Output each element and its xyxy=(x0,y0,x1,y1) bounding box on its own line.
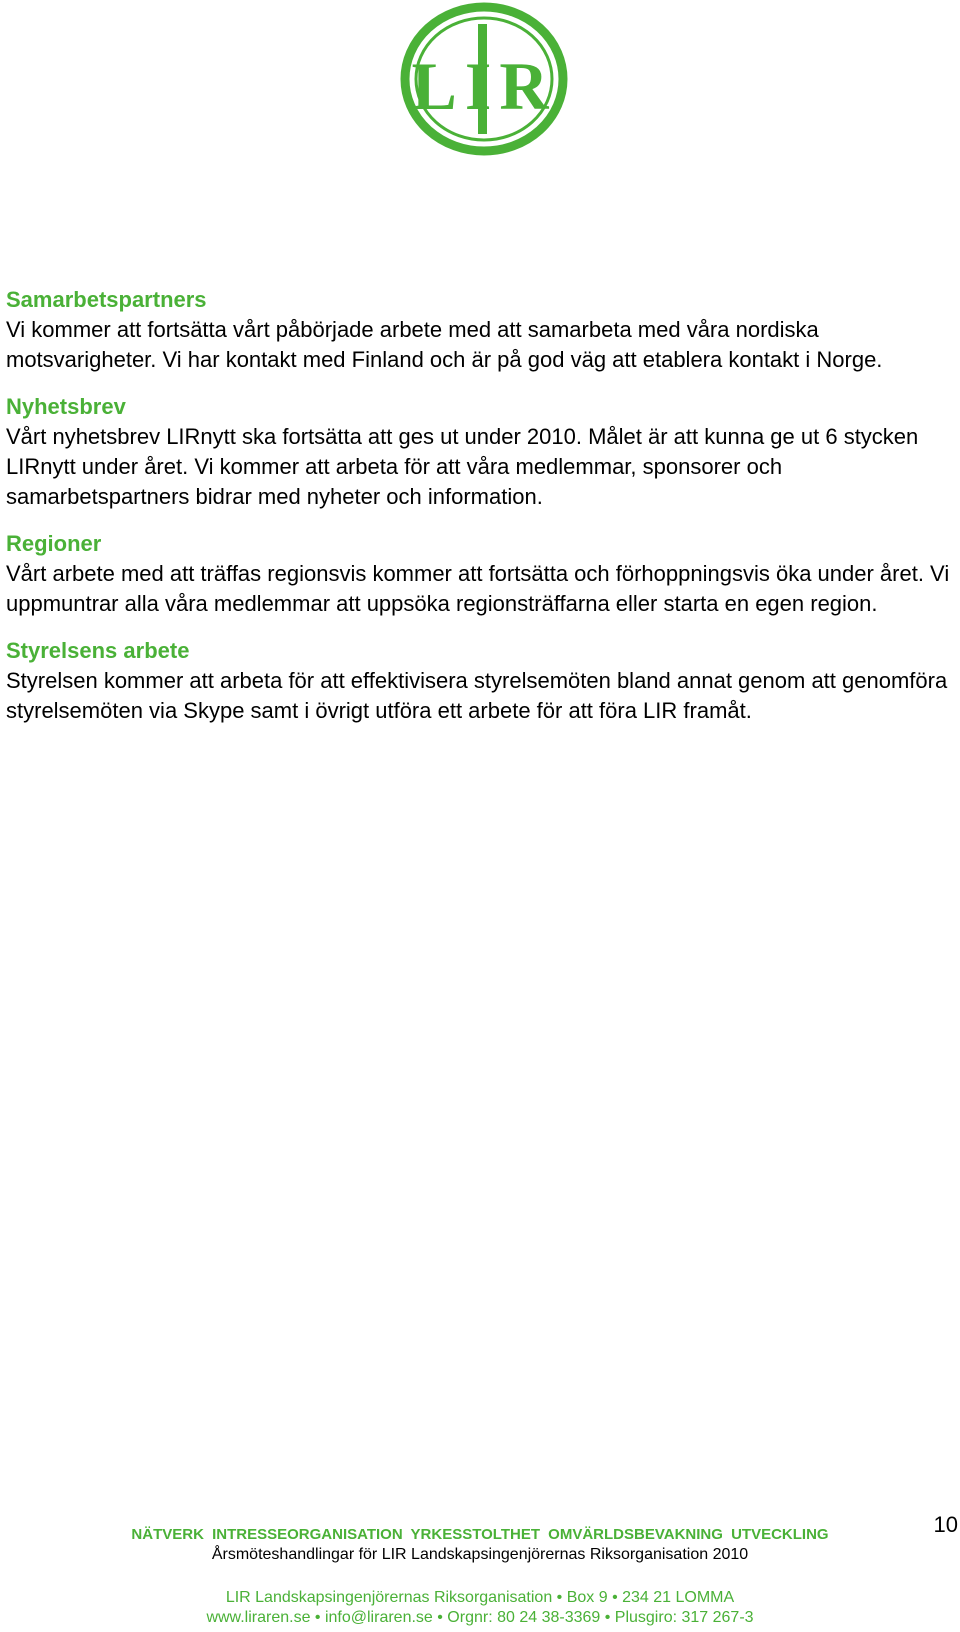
footer-address xyxy=(0,1588,960,1628)
footer-subtitle: Årsmöteshandlingar för LIR Landskapsingenjörernas Riksorganisation 2010 xyxy=(211,1546,749,1563)
page-number: 10 xyxy=(933,1512,958,1537)
section-text: Vi kommer att fortsätta vårt påbörjade arbete med att samarbeta med våra nordiska motsvarigheter. Vi har kontakt med Finland och är på god väg att etablera kontakt i Norge. xyxy=(6,317,883,372)
footer-tagline: NÄTVERK INTRESSEORGANISATION YRKESSTOLTHET OMVÄRLDSBEVAKNING UTVECKLING xyxy=(131,1526,829,1543)
footer-address-line: LIR Landskapsingenjörernas Riksorganisation • Box 9 • 234 21 LOMMA xyxy=(225,1589,735,1606)
section-text: Vårt arbete med att träffas regionsvis kommer att fortsätta och förhoppningsvis öka under året. Vi uppmuntrar alla våra medlemmar att uppsöka regionsträffarna eller starta en egen region. xyxy=(6,561,950,616)
section-heading: Samarbetspartners xyxy=(6,287,207,312)
lir-logo-text: LIR xyxy=(411,48,557,124)
section-text: Styrelsen kommer att arbeta för att effektivisera styrelsemöten bland annat genom att genomföra styrelsemöten via Skype samt i övrigt utföra ett arbete för att föra LIR framåt. xyxy=(6,668,948,723)
footer-contact-line: www.liraren.se • info@liraren.se • Orgnr: 80 24 38-3369 • Plusgiro: 317 267-3 xyxy=(206,1609,754,1626)
section-heading: Regioner xyxy=(6,531,102,556)
lir-logo-icon xyxy=(400,2,568,156)
section-regioner xyxy=(6,529,956,619)
section-samarbetspartners xyxy=(6,285,956,375)
section-heading: Styrelsens arbete xyxy=(6,638,190,663)
document-body xyxy=(6,285,956,743)
lir-logo xyxy=(400,2,568,156)
section-text: Vårt nyhetsbrev LIRnytt ska fortsätta att ges ut under 2010. Målet är att kunna ge ut 6 stycken LIRnytt under året. Vi kommer att arbeta för att våra medlemmar, sponsorer och samarbetspartners bidrar med nyheter och information. xyxy=(6,424,919,509)
section-styrelsens-arbete xyxy=(6,636,956,726)
section-heading: Nyhetsbrev xyxy=(6,394,126,419)
section-nyhetsbrev xyxy=(6,392,956,512)
footer xyxy=(0,1525,960,1565)
